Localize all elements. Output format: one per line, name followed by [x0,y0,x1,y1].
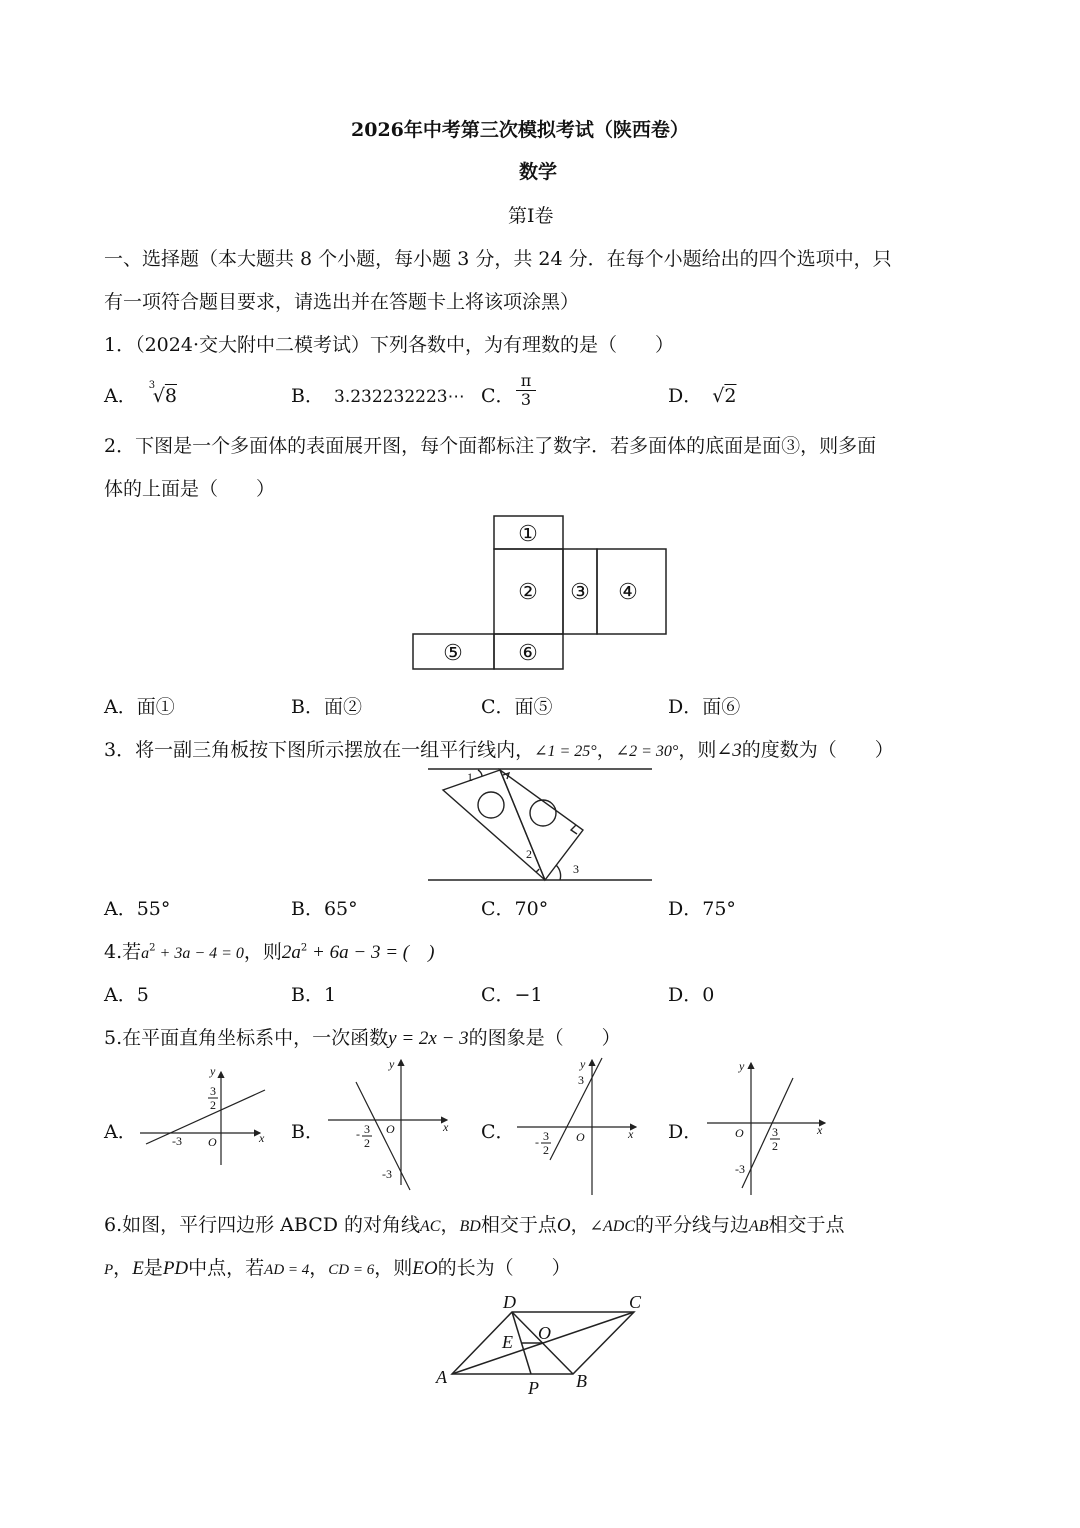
net-label-6: ⑥ [518,640,538,665]
graph-a-origin: O [208,1135,217,1149]
graph-b-origin: O [386,1122,395,1136]
q3-option-a[interactable]: A．55° [104,898,171,920]
q6-fig-label-b: B [576,1371,587,1391]
q6-cd-eq: CD = 6 [328,1262,375,1278]
q5-pre: 5.在平面直角坐标系中，一次函数 [104,1027,389,1049]
q6-ab: AB [749,1218,769,1235]
q1-option-b-label: B． [291,385,324,407]
q1-option-c-label: C． [481,385,515,407]
q6-e: E [132,1258,144,1279]
q3-fig-label-1: 1 [467,770,473,784]
net-label-5: ⑤ [443,640,463,665]
q3-fig-label-3: 3 [573,862,579,876]
q1-option-d[interactable]: D． √2 [668,385,737,407]
graph-a-x-label: x [259,1131,265,1145]
q6-fig-label-a: A [436,1367,447,1387]
q3-stem-mid: ，则 [678,739,717,761]
graph-c-y-label: y [580,1057,586,1071]
q5-option-d[interactable]: D． [668,1121,703,1143]
q6-fig-label-p: P [528,1378,539,1398]
q4-option-b[interactable]: B．1 [291,984,337,1006]
q1-option-b-value: 3.232232223⋯ [334,387,465,407]
section-instructions-line1: 一、选择题（本大题共 8 个小题，每小题 3 分，共 24 分．在每个小题给出的四个选项中，只 [104,248,892,270]
graph-b-y-intercept: -3 [382,1167,392,1181]
q6-line2-a: ， [113,1257,133,1279]
q2-option-d[interactable]: D．面⑥ [668,696,741,718]
q5-option-a[interactable]: A． [104,1121,137,1143]
q3-option-d[interactable]: D．75° [668,898,736,920]
q6-ac: AC [420,1218,441,1235]
q3-stem-post: 的度数为（ ） [741,739,894,761]
q6-fig-label-d: D [503,1292,516,1312]
q2-option-b[interactable]: B．面② [291,696,362,718]
graph-d-x-label: x [817,1123,823,1137]
q6-comma1: ， [440,1214,460,1236]
q6-line1-mid: 相交于点 [480,1214,557,1236]
q4-eq2-rest: + 6a − 3 = ( ) [307,942,435,963]
graph-b-y-label: y [389,1057,395,1071]
graph-d-y-label: y [739,1059,745,1073]
q3-option-b[interactable]: B．65° [291,898,358,920]
q3-stem-pre: 3．将一副三角板按下图所示摆放在一组平行线内， [104,739,535,761]
q3-option-c[interactable]: C．70° [481,898,549,920]
net-label-4: ④ [618,579,638,604]
section-instructions-line2: 有一项符合题目要求，请选出并在答题卡上将该项涂黑） [104,291,580,313]
graph-d-x-den: 2 [772,1139,778,1153]
q6-fig-label-c: C [629,1292,642,1312]
graph-c-y-intercept: 3 [578,1073,584,1087]
q6-p: P [104,1262,114,1278]
q6-o: O [556,1215,571,1236]
q6-bd: BD [459,1218,481,1235]
q2-option-a[interactable]: A．面① [104,696,175,718]
q6-fig-label-o: O [538,1323,551,1343]
q1-option-d-label: D． [668,385,703,407]
graph-b-x-den: 2 [364,1136,370,1150]
q6-adc: ∠ADC [589,1218,635,1235]
q6-line2-c: 中点，若 [188,1257,265,1279]
q3-sep: ， [596,739,616,761]
exam-title: 2026年中考第三次模拟考试（陕西卷） [351,119,689,141]
graph-c-x-num: 3 [543,1129,549,1143]
q1-stem: 1．（2024·交大附中二模考试）下列各数中，为有理数的是（ ） [104,334,674,356]
q2-option-c[interactable]: C．面⑤ [481,696,553,718]
graph-b-x-label: x [443,1120,449,1134]
graph-b-x-sign: - [356,1127,360,1141]
net-label-1: ① [518,521,538,546]
q6-line2-e: ，则 [374,1257,413,1279]
q4-option-d[interactable]: D．0 [668,984,715,1006]
graph-c-x-label: x [628,1127,634,1141]
q4-pre: 4.若 [104,941,142,963]
graph-d-x-num: 3 [772,1125,778,1139]
graph-d-origin: O [735,1126,744,1140]
volume-title: 第Ⅰ卷 [508,205,554,227]
graph-c-x-den: 2 [543,1143,549,1157]
graph-c-x-sign: - [535,1135,539,1149]
q4-eq1-a: a [141,945,150,962]
q6-ad-eq: AD = 4 [264,1262,310,1278]
q6-line1-mid2: 的平分线与边 [634,1214,749,1236]
q2-stem-line1: 2．下图是一个多面体的表面展开图，每个面都标注了数字．若多面体的底面是面③，则多面 [104,435,877,457]
q2-stem-line2: 体的上面是（ ） [104,478,276,500]
graph-d-y-intercept: -3 [735,1162,745,1176]
q5-post: 的图象是（ ） [468,1027,621,1049]
q1-option-a-cuberoot: 3 √8 [148,380,177,407]
q4-option-c[interactable]: C．−1 [481,984,543,1006]
q6-line1-pre: 6.如图，平行四边形 ABCD 的对角线 [104,1214,421,1236]
q4-eq2-exp: 2 [300,942,308,954]
q6-line2-f: 的长为（ ） [437,1257,571,1279]
q1-c-numerator: π [520,371,532,390]
q3-angle3: ∠3 [716,740,742,761]
q3-angle2: ∠2 = 30° [615,743,679,760]
q4-eq2-a: 2a [281,942,301,963]
q6-fig-label-e: E [502,1332,513,1352]
graph-c-origin: O [576,1130,585,1144]
q6-line2-b: 是 [143,1257,163,1279]
q4-option-a[interactable]: A．5 [104,984,149,1006]
q5-function: y = 2x − 3 [388,1028,469,1049]
q5-option-b[interactable]: B． [291,1121,324,1143]
q6-line1-post: 相交于点 [768,1214,845,1236]
q4-eq1-rest: + 3a − 4 = 0 [155,945,244,962]
q4-mid: ，则 [243,941,282,963]
graph-b-x-num: 3 [364,1122,370,1136]
q5-option-c[interactable]: C． [481,1121,515,1143]
q6-comma2: ， [570,1214,590,1236]
q3-fig-label-2: 2 [526,847,532,861]
graph-a-y-den: 2 [210,1098,216,1112]
q3-angle1: ∠1 = 25° [534,743,597,760]
graph-a-y-label: y [210,1064,216,1078]
subject-title: 数学 [519,161,558,183]
q6-eo: EO [412,1258,438,1279]
graph-a-x-intercept: -3 [172,1134,182,1148]
graph-a-y-num: 3 [210,1084,216,1098]
q4-eq1-exp: 2 [149,942,156,954]
net-label-2: ② [518,579,538,604]
q1-option-a-label: A． [104,385,137,407]
q6-line2-d: ， [309,1257,329,1279]
q6-pd: PD [162,1258,189,1279]
q1-d-radicand: 2 [724,385,737,407]
q1-a-radicand: 8 [164,385,177,407]
q1-c-denominator: 3 [516,390,536,409]
q1-a-index: 3 [148,380,156,391]
net-label-3: ③ [570,579,590,604]
